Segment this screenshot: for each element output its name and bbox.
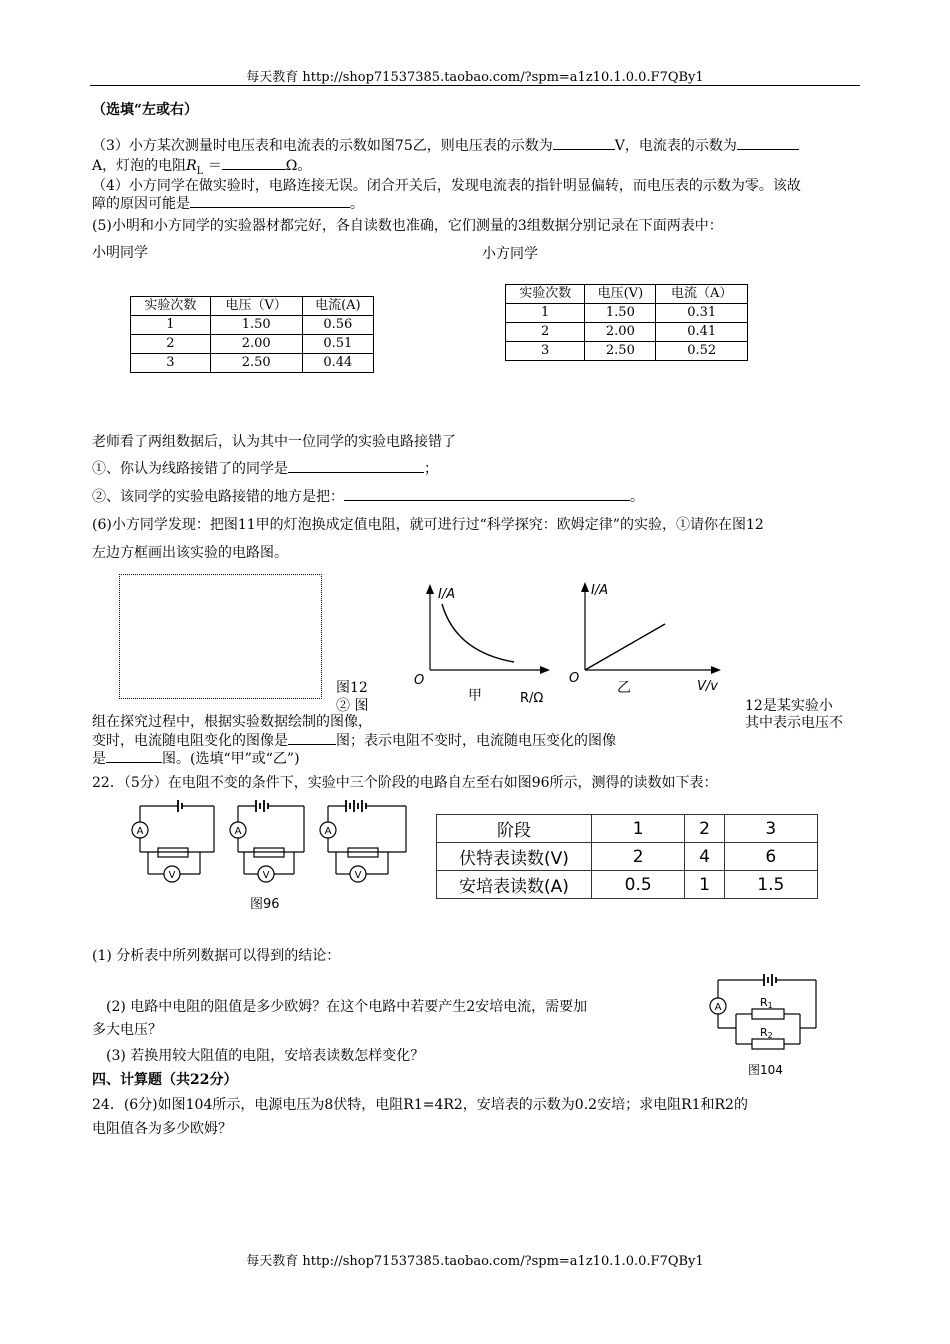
fig104-r2: R2 [760,1026,773,1040]
fig12-label: 图12 [336,680,368,696]
q6-line1: (6)小方同学发现：把图11甲的灯泡换成定值电阻，就可进行过“科学探究：欧姆定律”的实验，①请你在图12 [92,517,764,533]
header-rule [90,85,860,86]
fig104-label: 图104 [748,1063,783,1077]
xiaofang-label: 小方同学 [482,246,538,262]
voltage-blank[interactable] [553,149,615,150]
q6-left2: 组在探究过程中，根据实验数据绘制的图像， [92,714,372,730]
q24-line2: 电阻值各为多少欧姆？ [92,1121,232,1137]
circuit-3 [320,800,406,882]
section4-title: 四、计算题（共22分） [92,1072,238,1088]
page-header: 每天教育 http://shop71537385.taobao.com/?spm=a1z10.1.0.0.F7QBy1 [246,70,704,85]
q22-sub2b: 多大电压？ [92,1022,162,1038]
q6-right1: 12是某实验小 [745,698,833,714]
q22-sub2a: (2) 电路中电阻的阻值是多少欧姆？在这个电路中若要产生2安培电流，需要加 [106,999,588,1015]
fault-reason-blank[interactable] [190,207,350,208]
q22-text: 22．（5分）在电阻不变的条件下，实验中三个阶段的电路自左至右如图96所示，测得的读数如下表： [92,775,718,791]
fig96-label: 图96 [250,897,280,912]
table-row: 1 1.50 0.56 [131,316,374,335]
graph-jia-origin: O [414,673,425,688]
current-blank[interactable] [737,149,799,150]
xiaoming-label: 小明同学 [92,245,148,261]
teacher-q2: ②、该同学的实验电路接错的地方是把： 。 [92,489,644,505]
voltmeter-icon: V [168,870,176,881]
q6-line-a: 变时，电流随电阻变化的图像是 图；表示电阻不变时，电流随电压变化的图像 [92,733,616,749]
xiaoming-table: 实验次数 电压（V） 电流(A) 1 1.50 0.56 2 2.00 0.51 3 2.50 0.44 [130,296,374,373]
table-row: 1 1.50 0.31 [506,304,748,323]
fig104-circuit [706,970,824,1082]
graph-voltage-blank[interactable] [106,762,162,763]
arrow-right-icon [540,666,550,674]
teacher-q1: ①、你认为线路接错了的同学是 ； [92,461,438,477]
q22-sub1: (1) 分析表中所列数据可以得到的结论： [92,948,341,964]
arrow-up-icon [426,584,434,594]
graph-yi-name: 乙 [617,680,631,696]
wrong-student-blank[interactable] [288,472,424,473]
table-row: 3 2.50 0.44 [131,354,374,373]
voltmeter-icon: V [262,870,270,881]
graph-jia-ylabel: I/A [438,587,456,602]
graph-jia-name: 甲 [468,688,482,704]
q4-line2: 障的原因可能是 。 [92,196,364,212]
q3-hint: （选填“左或右） [92,102,199,118]
graph-jia-curve [442,604,514,662]
graph-yi-origin: O [569,671,580,686]
ammeter-icon: A [136,826,144,837]
q22-table: 阶段 1 2 3 伏特表读数(V) 2 4 6 安培表读数(A) 0.5 1 1.5 [436,814,818,899]
table-row: 2 2.00 0.41 [506,323,748,342]
voltmeter-icon: V [354,870,362,881]
graph-yi-ylabel: I/A [591,583,609,598]
q3-line1: （3）小方某次测量时电压表和电流表的示数如图75乙，则电压表的示数为 V，电流表的示数为 [92,136,799,156]
ammeter-icon: A [324,826,332,837]
ammeter-icon: A [234,826,242,837]
q5-text: (5)小明和小方同学的实验器材都完好，各自读数也准确，它们测量的3组数据分别记录在下面两表中： [92,218,723,234]
q6-circ2: ② 图 [336,698,369,714]
table-row: 2 2.00 0.51 [131,335,374,354]
q6-line2: 左边方框画出该实验的电路图。 [92,545,288,561]
fig104-r1: R1 [760,996,773,1010]
xiaofang-table: 实验次数 电压(V) 电流（A） 1 1.50 0.31 2 2.00 0.41 3 2.50 0.52 [505,284,748,361]
circuit-drawing-box[interactable] [119,574,322,699]
graph-jia-xlabel: R/Ω [520,691,544,706]
q24-line1: 24．(6分)如图104所示，电源电压为8伏特，电阻R1=4R2，安培表的示数为0.2安培；求电阻R1和R2的 [92,1097,748,1113]
page-footer: 每天教育 http://shop71537385.taobao.com/?spm=a1z10.1.0.0.F7QBy1 [246,1254,704,1269]
ammeter-icon: A [714,1002,722,1013]
teacher-text: 老师看了两组数据后，认为其中一位同学的实验电路接错了 [92,434,456,450]
graph-jia [408,582,558,712]
q4-line1: （4）小方同学在做实验时，电路连接无误。闭合开关后，发现电流表的指针明显偏转，而电压表的示数为零。该故 [92,178,801,194]
table-row: 安培表读数(A) 0.5 1 1.5 [437,871,818,899]
graph-resistance-blank[interactable] [288,744,336,745]
fig96-circuits [128,796,418,914]
q22-sub3: (3) 若换用较大阻值的电阻，安培表读数怎样变化？ [106,1048,425,1064]
q3-line2: A，灯泡的电阻$R_L = \Omega$。 [92,158,312,177]
resistance-blank[interactable] [222,169,286,170]
table-row: 伏特表读数(V) 2 4 6 [437,843,818,871]
wrong-wiring-blank[interactable] [344,500,630,501]
arrow-right-icon [711,666,721,674]
graph-yi-line [585,624,665,670]
arrow-up-icon [581,582,589,592]
graph-yi-xlabel: V/v [697,679,718,694]
q6-line-b: 是 图。(选填“甲”或“乙”) [92,751,300,767]
q6-right2: 其中表示电压不 [745,715,843,731]
graph-yi [567,578,732,702]
table-row: 3 2.50 0.52 [506,342,748,361]
